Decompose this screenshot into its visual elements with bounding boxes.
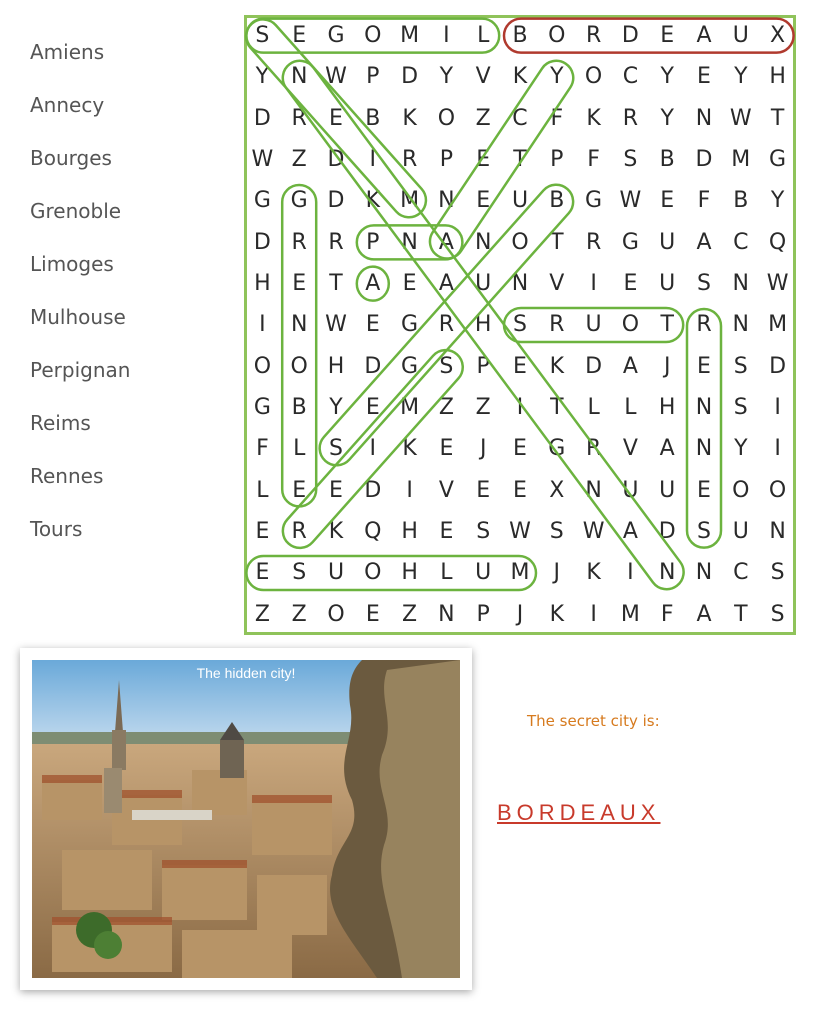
grid-cell: E bbox=[329, 105, 343, 131]
grid-cell: S bbox=[733, 395, 748, 420]
grid-cell: F bbox=[587, 147, 600, 172]
grid-cell: E bbox=[513, 353, 527, 379]
grid-cell: Y bbox=[439, 64, 454, 90]
grid-cell: R bbox=[585, 436, 602, 462]
grid-cell: W bbox=[325, 64, 347, 90]
grid-cell: U bbox=[511, 188, 529, 214]
grid-cell: I bbox=[443, 23, 450, 48]
grid-cell: U bbox=[659, 477, 676, 503]
grid-cell: N bbox=[438, 601, 455, 627]
grid-cell: S bbox=[439, 353, 454, 379]
grid-cell: E bbox=[623, 271, 638, 296]
grid-cell: L bbox=[293, 436, 306, 462]
grid-cell: G bbox=[621, 229, 639, 255]
grid-cell: G bbox=[327, 23, 345, 48]
grid-cell: S bbox=[292, 560, 307, 586]
grid-cell: A bbox=[438, 271, 454, 296]
grid-cell: U bbox=[475, 271, 492, 296]
word-reims: Reims bbox=[30, 411, 91, 435]
grid-cell: L bbox=[440, 560, 453, 586]
grid-cell: S bbox=[623, 147, 638, 172]
grid-cell: B bbox=[365, 105, 381, 131]
grid-cell: V bbox=[475, 64, 491, 90]
grid-cell: T bbox=[734, 601, 748, 627]
grid-cell: M bbox=[400, 23, 420, 48]
grid-cell: N bbox=[290, 312, 308, 338]
grid-cell: K bbox=[549, 601, 564, 627]
grid-cell: T bbox=[513, 147, 527, 172]
grid-cell: L bbox=[624, 395, 637, 420]
grid-cell: G bbox=[253, 395, 271, 420]
grid-cell: R bbox=[291, 105, 307, 131]
grid-cell: I bbox=[590, 271, 597, 296]
grid-cell: P bbox=[476, 601, 490, 627]
grid-cell: E bbox=[697, 64, 711, 90]
grid-cell: G bbox=[769, 147, 787, 172]
grid-cell: M bbox=[400, 395, 420, 420]
grid-cell: R bbox=[291, 229, 307, 255]
grid-cell: S bbox=[329, 436, 343, 462]
grid-cell: I bbox=[516, 395, 524, 420]
grid-cell: F bbox=[256, 436, 269, 462]
grid-cell: H bbox=[769, 64, 786, 90]
grid-cell: S bbox=[733, 353, 748, 379]
grid-cell: L bbox=[587, 395, 600, 420]
grid-cell: C bbox=[733, 560, 749, 586]
word-search-grid bbox=[244, 15, 796, 635]
grid-cell: N bbox=[769, 519, 786, 544]
grid-cell: B bbox=[659, 147, 675, 172]
grid-cell: U bbox=[327, 560, 345, 586]
grid-cell: P bbox=[550, 147, 564, 172]
grid-cell: K bbox=[549, 353, 564, 379]
grid-cell: D bbox=[364, 353, 382, 379]
grid-cell: H bbox=[658, 395, 676, 420]
grid-cell: E bbox=[476, 188, 491, 214]
grid-cell: E bbox=[255, 560, 270, 586]
grid-cell: A bbox=[696, 229, 712, 255]
city-photo bbox=[32, 660, 460, 978]
grid-cell: T bbox=[660, 312, 674, 338]
grid-cell: T bbox=[329, 271, 343, 296]
grid-cell: R bbox=[438, 312, 455, 338]
grid-cell: U bbox=[732, 23, 749, 48]
grid-cell: O bbox=[548, 23, 566, 48]
grid-cell: N bbox=[732, 312, 750, 338]
grid-cell: E bbox=[513, 477, 527, 503]
grid-cell: E bbox=[697, 477, 711, 503]
grid-cell: A bbox=[622, 353, 638, 379]
grid-cell: K bbox=[402, 436, 417, 462]
grid-cell: A bbox=[622, 519, 638, 544]
grid-cell: N bbox=[732, 271, 750, 296]
grid-cell: S bbox=[476, 519, 491, 544]
grid-cell: M bbox=[510, 560, 530, 586]
grid-cell: M bbox=[400, 188, 420, 214]
grid-cell: I bbox=[406, 477, 413, 503]
grid-cell: N bbox=[695, 395, 713, 420]
grid-cell: F bbox=[660, 601, 674, 627]
grid-cell: G bbox=[548, 436, 566, 462]
grid-cell: E bbox=[255, 519, 270, 544]
grid-cell: X bbox=[549, 477, 565, 503]
grid-cell: K bbox=[402, 105, 417, 131]
secret-city-label: The secret city is: bbox=[527, 712, 660, 730]
grid-cell: W bbox=[509, 519, 531, 544]
grid-cell: D bbox=[253, 229, 271, 255]
grid-cell: B bbox=[291, 395, 307, 420]
grid-cell: I bbox=[774, 395, 781, 420]
grid-cell: T bbox=[550, 395, 564, 420]
grid-cell: J bbox=[663, 353, 671, 379]
grid-cell: Y bbox=[660, 105, 674, 131]
word-tours: Tours bbox=[30, 517, 83, 541]
grid-cell: E bbox=[439, 519, 454, 544]
grid-cell: I bbox=[774, 436, 781, 462]
grid-cell: D bbox=[401, 64, 419, 90]
grid-cell: T bbox=[770, 105, 785, 131]
grid-cell: I bbox=[590, 601, 597, 627]
grid-cell: D bbox=[695, 147, 713, 172]
grid-cell: R bbox=[549, 312, 565, 338]
grid-cell: K bbox=[586, 105, 601, 131]
grid-cell: U bbox=[659, 229, 676, 255]
grid-cell: F bbox=[697, 188, 711, 214]
grid-cell: Z bbox=[402, 601, 418, 627]
grid-cell: U bbox=[475, 560, 492, 586]
grid-cell: B bbox=[733, 188, 749, 214]
grid-cell: I bbox=[259, 312, 266, 338]
grid-cell: O bbox=[364, 560, 382, 586]
grid-cell: Z bbox=[475, 395, 491, 420]
grid-cell: W bbox=[619, 188, 642, 214]
grid-cell: S bbox=[770, 601, 785, 627]
grid-cell: C bbox=[733, 229, 749, 255]
grid-cell: E bbox=[476, 477, 491, 503]
photo-caption: The hidden city! bbox=[196, 665, 296, 681]
grid-cell: R bbox=[585, 229, 602, 255]
grid-cell: F bbox=[550, 105, 564, 131]
word-mulhouse: Mulhouse bbox=[30, 305, 126, 329]
grid-cell: U bbox=[622, 477, 639, 503]
grid-cell: R bbox=[696, 312, 712, 338]
grid-cell: J bbox=[553, 560, 561, 586]
grid-cell: H bbox=[474, 312, 492, 338]
word-annecy: Annecy bbox=[30, 93, 105, 117]
grid-cell: D bbox=[327, 188, 345, 214]
grid-cell: B bbox=[549, 188, 565, 214]
grid-cell: S bbox=[549, 519, 564, 544]
grid-cell: V bbox=[438, 477, 454, 503]
grid-cell: L bbox=[256, 477, 269, 503]
grid-cell: O bbox=[621, 312, 640, 338]
grid-cell: N bbox=[401, 229, 418, 255]
grid-cell: W bbox=[251, 147, 274, 172]
grid-cell: G bbox=[401, 353, 419, 379]
grid-cell: E bbox=[439, 436, 454, 462]
grid-cell: O bbox=[511, 229, 529, 255]
grid-cell: A bbox=[659, 436, 675, 462]
grid-cell: W bbox=[766, 271, 789, 296]
grid-cell: N bbox=[695, 105, 713, 131]
grid-cell: O bbox=[584, 64, 603, 90]
grid-cell: V bbox=[622, 436, 638, 462]
grid-cell: V bbox=[549, 271, 565, 296]
grid-cell: D bbox=[364, 477, 382, 503]
grid-cell: N bbox=[474, 229, 492, 255]
grid-cell: U bbox=[732, 519, 749, 544]
word-limoges: Limoges bbox=[30, 252, 114, 276]
grid-cell: H bbox=[254, 271, 271, 296]
grid-cell: I bbox=[369, 147, 377, 172]
grid-cell: E bbox=[292, 23, 307, 48]
grid-cell: Y bbox=[660, 64, 674, 90]
grid-cell: Y bbox=[770, 188, 785, 214]
grid-cell: E bbox=[365, 395, 380, 420]
grid-cell: N bbox=[695, 436, 713, 462]
grid-cell: B bbox=[512, 23, 528, 48]
grid-cell: E bbox=[292, 271, 307, 296]
grid-cell: G bbox=[401, 312, 419, 338]
grid-cell: E bbox=[365, 312, 380, 338]
grid-cell: P bbox=[366, 229, 380, 255]
grid-cell: J bbox=[516, 601, 524, 627]
grid-cell: W bbox=[325, 312, 347, 338]
grid-cell: K bbox=[586, 560, 601, 586]
grid-cell: A bbox=[696, 601, 712, 627]
grid-cell: G bbox=[290, 188, 308, 214]
grid-cell: A bbox=[438, 229, 454, 255]
grid-cell: G bbox=[585, 188, 603, 214]
secret-city-answer: BORDEAUX bbox=[497, 800, 661, 825]
grid-cell: I bbox=[627, 560, 634, 586]
grid-cell: E bbox=[292, 477, 307, 503]
grid-cell: S bbox=[697, 519, 711, 544]
grid-cell: R bbox=[328, 229, 344, 255]
grid-cell: Q bbox=[364, 519, 382, 544]
grid-cell: O bbox=[253, 353, 272, 379]
grid-cell: T bbox=[550, 229, 564, 255]
grid-cell: Y bbox=[734, 64, 748, 90]
grid-cell: A bbox=[696, 23, 712, 48]
grid-cell: D bbox=[621, 23, 639, 48]
grid-cell: U bbox=[585, 312, 602, 338]
grid-cell: A bbox=[365, 271, 381, 296]
grid-cell: S bbox=[513, 312, 527, 338]
grid-cell: E bbox=[329, 477, 343, 503]
grid-cell: C bbox=[512, 105, 528, 131]
grid-cell: N bbox=[658, 560, 676, 586]
grid-cell: Z bbox=[254, 601, 270, 627]
grid-cell: D bbox=[769, 353, 787, 379]
grid-cell: E bbox=[365, 601, 380, 627]
grid-cell: N bbox=[511, 271, 529, 296]
grid-cell: W bbox=[582, 519, 605, 544]
grid-cell: Z bbox=[438, 395, 454, 420]
grid-cell: S bbox=[697, 271, 711, 296]
grid-cell: E bbox=[660, 23, 675, 48]
grid-cell: S bbox=[255, 23, 270, 48]
grid-cell: Z bbox=[475, 105, 491, 131]
grid-cell: R bbox=[622, 105, 639, 131]
grid-cell: E bbox=[402, 271, 417, 296]
grid-cell: O bbox=[768, 477, 787, 503]
grid-cell: N bbox=[695, 560, 713, 586]
grid-cell: M bbox=[731, 147, 751, 172]
grid-cell: Q bbox=[768, 229, 787, 255]
grid-cell: E bbox=[660, 188, 675, 214]
word-grenoble: Grenoble bbox=[30, 199, 122, 223]
grid-cell: K bbox=[365, 188, 380, 214]
grid-cell: P bbox=[366, 64, 380, 90]
word-perpignan: Perpignan bbox=[30, 358, 131, 382]
grid-cell: W bbox=[729, 105, 752, 131]
grid-cell: L bbox=[477, 23, 490, 48]
grid-cell: D bbox=[658, 519, 676, 544]
word-bourges: Bourges bbox=[30, 146, 112, 170]
grid-cell: H bbox=[327, 353, 345, 379]
grid-cell: O bbox=[364, 23, 382, 48]
grid-cell: K bbox=[328, 519, 344, 544]
grid-cell: R bbox=[401, 147, 418, 172]
word-rennes: Rennes bbox=[30, 464, 104, 488]
grid-cell: E bbox=[697, 353, 711, 379]
grid-cell: D bbox=[585, 353, 603, 379]
grid-cell: D bbox=[253, 105, 271, 131]
grid-cell: O bbox=[437, 105, 456, 131]
grid-cell: H bbox=[401, 560, 418, 586]
grid-cell: E bbox=[513, 436, 527, 462]
grid-cell: O bbox=[290, 353, 308, 379]
grid-cell: E bbox=[476, 147, 491, 172]
word-amiens: Amiens bbox=[30, 40, 105, 64]
grid-cell: X bbox=[770, 23, 786, 48]
grid-cell: Y bbox=[734, 436, 748, 462]
grid-cell: Y bbox=[550, 64, 564, 90]
grid-cell: I bbox=[369, 436, 377, 462]
grid-cell: N bbox=[585, 477, 602, 503]
grid-cell: S bbox=[770, 560, 785, 586]
grid-cell: R bbox=[291, 519, 307, 544]
grid-cell: O bbox=[327, 601, 345, 627]
grid-cell: H bbox=[401, 519, 418, 544]
grid-cell: N bbox=[290, 64, 308, 90]
grid-cell: P bbox=[439, 147, 454, 172]
grid-cell: G bbox=[253, 188, 271, 214]
grid-cell: Z bbox=[291, 147, 307, 172]
grid-cell: Z bbox=[291, 601, 307, 627]
grid-cell: K bbox=[512, 64, 528, 90]
grid-cell: U bbox=[659, 271, 676, 296]
grid-cell: D bbox=[327, 147, 345, 172]
grid-cell: O bbox=[732, 477, 750, 503]
grid-cell: N bbox=[438, 188, 455, 214]
city-photo-illustration bbox=[32, 660, 460, 978]
grid-cell: M bbox=[620, 601, 640, 627]
grid-cell: M bbox=[768, 312, 788, 338]
grid-cell: R bbox=[585, 23, 602, 48]
grid-cell: Y bbox=[329, 395, 343, 420]
grid-cell: C bbox=[622, 64, 639, 90]
grid-cell: P bbox=[476, 353, 490, 379]
photo-frame bbox=[20, 648, 472, 990]
grid-cell: Y bbox=[255, 64, 270, 90]
grid-cell: J bbox=[479, 436, 487, 462]
